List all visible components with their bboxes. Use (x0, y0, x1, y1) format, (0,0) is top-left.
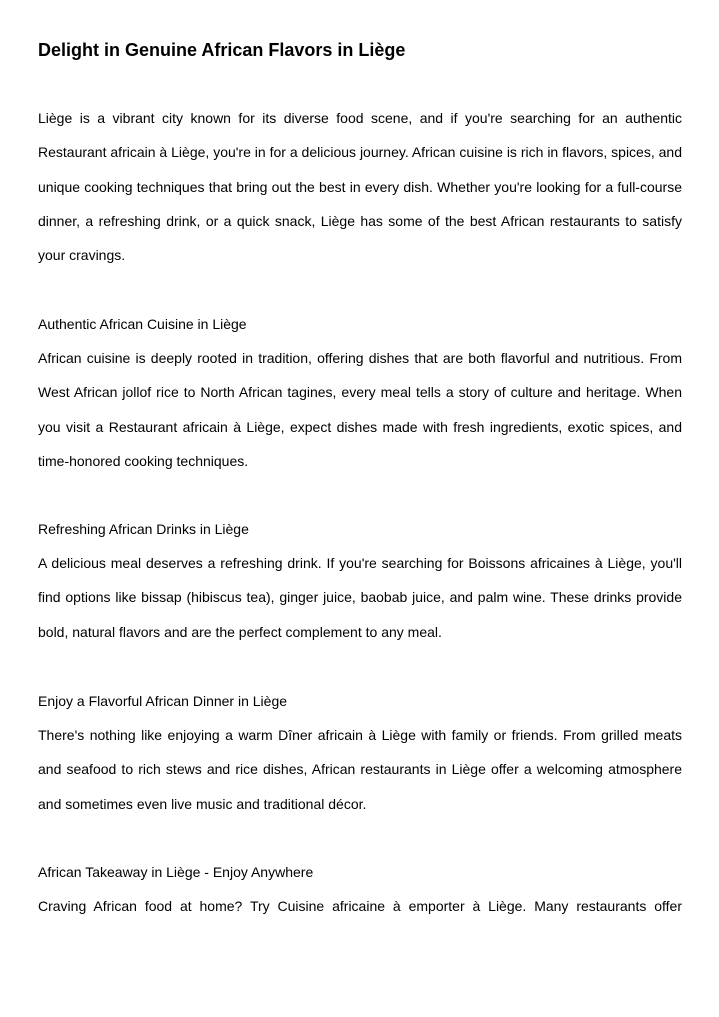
section-body-takeaway: Craving African food at home? Try Cuisine africaine à emporter à Liège. Many restaurants offer (38, 898, 682, 914)
section-body-cuisine: African cuisine is deeply rooted in tradition, offering dishes that are both flavorful and nutritious. From West African jollof rice to North African tagines, every meal tells a story of culture and heritage. When you visit a Restaurant africain à Liège, expect dishes made with fresh ingredients, exotic spices, and time-honored cooking techniques. (38, 350, 682, 469)
section-heading-takeaway: African Takeaway in Liège - Enjoy Anywhere (38, 864, 314, 880)
section-heading-dinner: Enjoy a Flavorful African Dinner in Liège (38, 693, 288, 709)
section-body-drinks: A delicious meal deserves a refreshing drink. If you're searching for Boissons africaines à Liège, you'll find options like bissap (hibiscus tea), ginger juice, baobab juice, and palm wine. These drinks provide bold, natural flavors and are the perfect complement to any meal. (38, 555, 682, 640)
intro-paragraph: Liège is a vibrant city known for its diverse food scene, and if you're searching for an authentic Restaurant africain à Liège, you're in for a delicious journey. African cuisine is rich in flavors, spices, and unique cooking techniques that bring out the best in every dish. Whether you're looking for a full-course dinner, a refreshing drink, or a quick snack, Liège has some of the best African restaurants to satisfy your cravings. (38, 110, 682, 264)
document-title: Delight in Genuine African Flavors in Liège (38, 40, 406, 60)
section-body-dinner: There's nothing like enjoying a warm Dîner africain à Liège with family or friends. From grilled meats and seafood to rich stews and rice dishes, African restaurants in Liège offer a welcoming atmosphere and sometimes even live music and traditional décor. (38, 727, 682, 812)
section-heading-drinks: Refreshing African Drinks in Liège (38, 521, 249, 537)
section-heading-cuisine: Authentic African Cuisine in Liège (38, 316, 247, 332)
